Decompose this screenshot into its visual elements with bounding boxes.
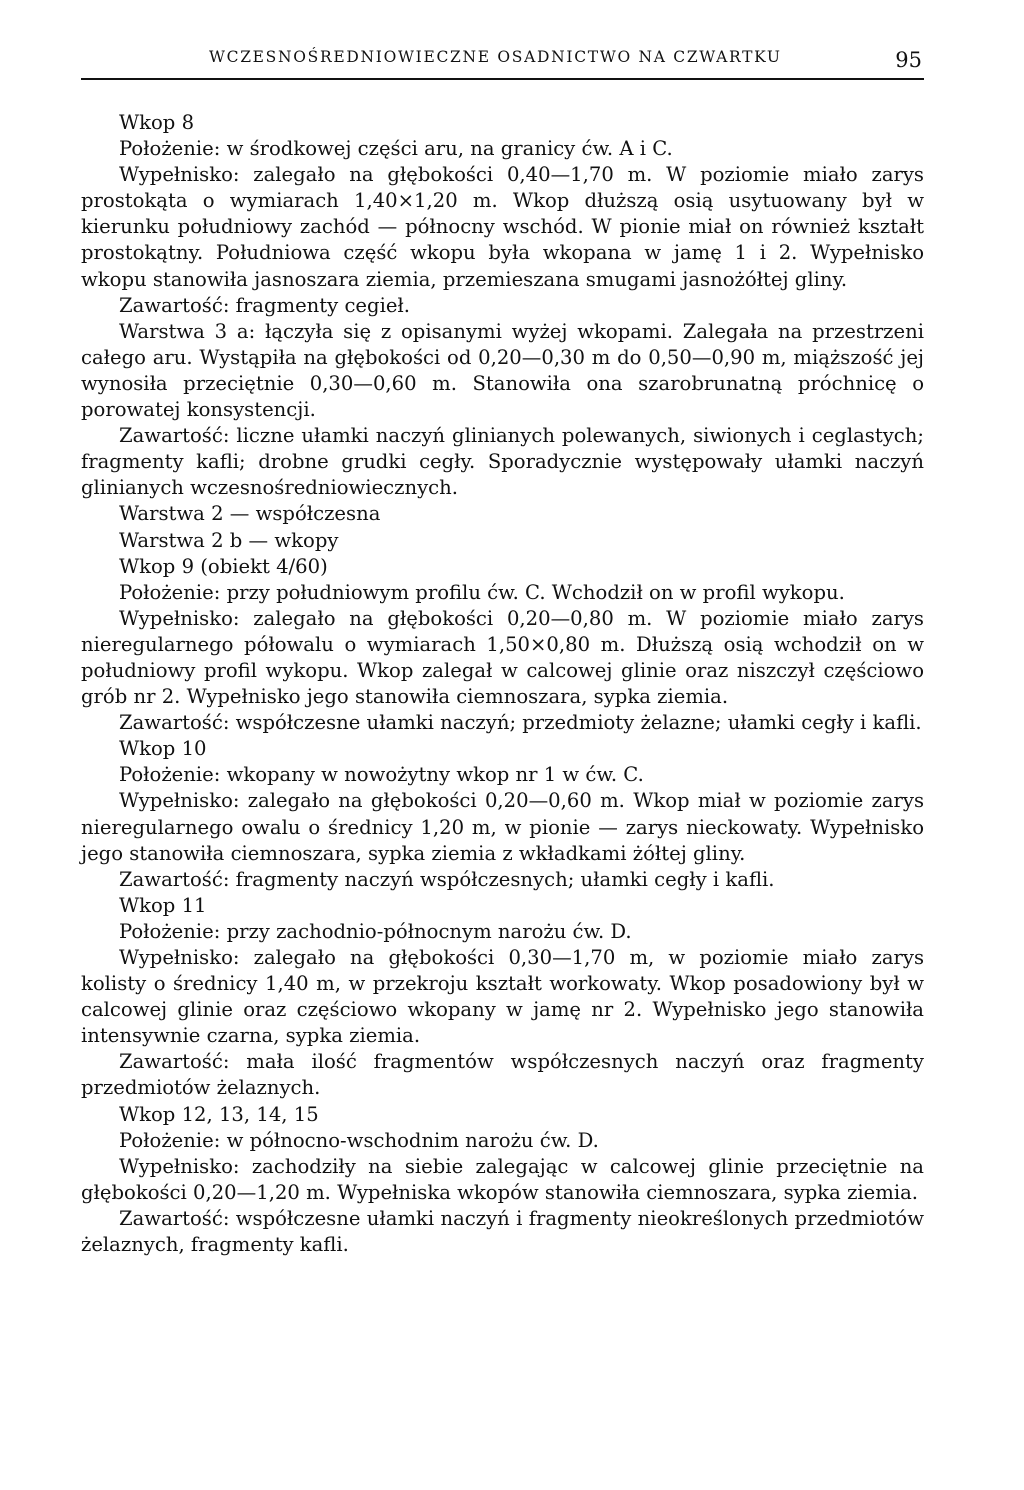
- page-number: 95: [895, 48, 922, 72]
- running-title: WCZESNOŚREDNIOWIECZNE OSADNICTWO NA CZWARTKU: [209, 48, 782, 66]
- layer-heading: Warstwa 2 — współczesna: [119, 502, 381, 526]
- location-paragraph: Położenie: w środkowej części aru, na granicy ćw. A i C.: [119, 137, 673, 161]
- fill-paragraph: Wypełnisko: zalegało na głębokości 0,40—1,70 m. W poziomie miało zarys prostokąta o wymiarach 1,40×1,20 m. Wkop dłuższą osią usytuowany był w kierunku południowy zachód — północny wschód. W pionie miał on również kształt prostokątny. Południowa część wkopu była wkopana w jamę 1 i 2. Wypełnisko wkopu stanowiła jasnoszara ziemia, przemieszana smugami jasnożółtej gliny.: [81, 163, 924, 291]
- location-paragraph: Położenie: w północno-wschodnim narożu ćw. D.: [119, 1128, 599, 1152]
- contents-paragraph: Zawartość: współczesne ułamki naczyń; przedmioty żelazne; ułamki cegły i kafli.: [119, 711, 922, 735]
- heading-wkop-12-15: Wkop 12, 13, 14, 15: [119, 1102, 319, 1126]
- header-rule: [81, 78, 924, 80]
- location-paragraph: Położenie: wkopany w nowożytny wkop nr 1 w ćw. C.: [119, 763, 644, 787]
- fill-paragraph: Wypełnisko: zachodziły na siebie zalegając w calcowej glinie przeciętnie na głębokości 0,20—1,20 m. Wypełniska wkopów stanowiła ciemnoszara, sypka ziemia.: [81, 1154, 924, 1204]
- layer-heading: Warstwa 2 b — wkopy: [119, 528, 339, 552]
- contents-paragraph: Zawartość: liczne ułamki naczyń glinianych polewanych, siwionych i ceglastych; fragmenty kafli; drobne grudki cegły. Sporadycznie występowały ułamki naczyń glinianych wczesnośredniowiecznych.: [81, 424, 924, 500]
- contents-paragraph: Zawartość: współczesne ułamki naczyń i fragmenty nieokreślonych przedmiotów żelaznych, fragmenty kafli.: [81, 1206, 924, 1257]
- heading-wkop-10: Wkop 10: [119, 737, 207, 761]
- heading-wkop-11: Wkop 11: [119, 893, 207, 917]
- body-text: [81, 110, 924, 1258]
- contents-paragraph: Zawartość: fragmenty naczyń współczesnych; ułamki cegły i kafli.: [119, 867, 775, 891]
- location-paragraph: Położenie: przy południowym profilu ćw. C. Wchodził on w profil wykopu.: [119, 580, 845, 604]
- fill-paragraph: Wypełnisko: zalegało na głębokości 0,30—1,70 m, w poziomie miało zarys kolisty o średnicy 1,40 m, w przekroju kształt workowaty. Wkop posadowiony był w calcowej glinie oraz częściowo wkopany w jamę nr 2. Wypełnisko jego stanowiła intensywnie czarna, sypka ziemia.: [81, 946, 924, 1048]
- fill-paragraph: Wypełnisko: zalegało na głębokości 0,20—0,60 m. Wkop miał w poziomie zarys nieregularnego owalu o średnicy 1,20 m, w pionie — zarys nieckowaty. Wypełnisko jego stanowiła ciemnoszara, sypka ziemia z wkładkami żółtej gliny.: [81, 789, 924, 865]
- heading-wkop-8: Wkop 8: [119, 111, 195, 134]
- contents-paragraph: Zawartość: fragmenty cegieł.: [119, 293, 411, 317]
- location-paragraph: Położenie: przy zachodnio-północnym narożu ćw. D.: [119, 919, 632, 943]
- heading-wkop-9: Wkop 9 (obiekt 4/60): [119, 554, 328, 578]
- page-header: [81, 40, 924, 80]
- layer-paragraph: Warstwa 3 a: łączyła się z opisanymi wyżej wkopami. Zalegała na przestrzeni całego aru. Wystąpiła na głębokości od 0,20—0,30 m do 0,50—0,90 m, miąższość jej wynosiła przeciętnie 0,30—0,60 m. Stanowiła ona szarobrunatną próchnicę o porowatej konsystencji.: [81, 319, 924, 422]
- contents-paragraph: Zawartość: mała ilość fragmentów współczesnych naczyń oraz fragmenty przedmiotów żelaznych.: [81, 1050, 924, 1100]
- fill-paragraph: Wypełnisko: zalegało na głębokości 0,20—0,80 m. W poziomie miało zarys nieregularnego półowalu o wymiarach 1,50×0,80 m. Dłuższą osią wchodził on w południowy profil wykopu. Wkop zalegał w calcowej glinie oraz niszczył częściowo grób nr 2. Wypełnisko jego stanowiła ciemnoszara, sypka ziemia.: [81, 606, 924, 709]
